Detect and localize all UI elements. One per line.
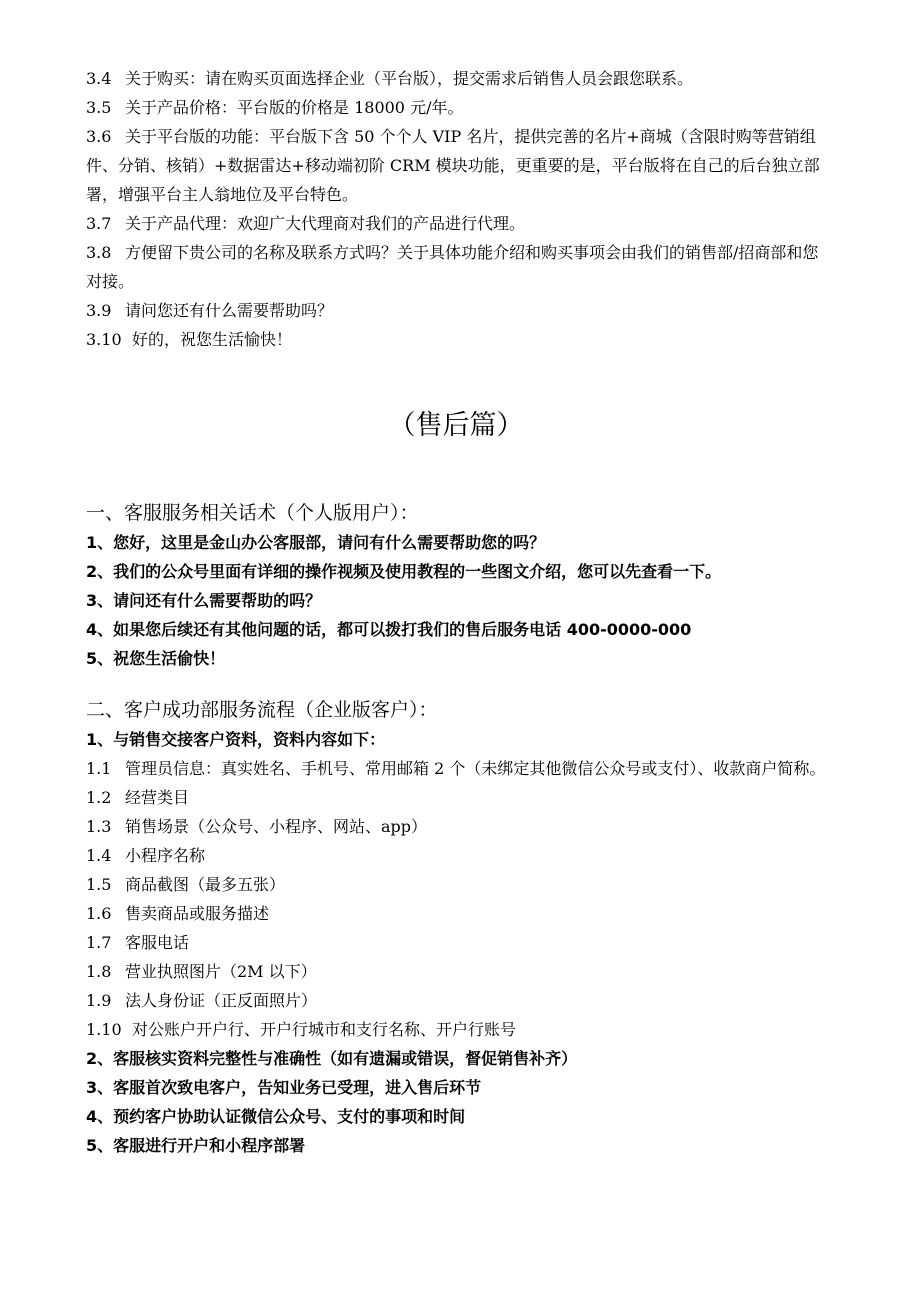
presales-item-3-8: 3.8 方便留下贵公司的名称及联系方式吗？关于具体功能介绍和购买事项会由我们的销售部/招商部和您对接。	[86, 243, 819, 291]
part2-sub-item-1-9: 1.9 法人身份证（正反面照片）	[86, 991, 318, 1010]
part1-heading: 一、客服服务相关话术（个人版用户）：	[86, 502, 419, 524]
part1-item-5: 5、祝您生活偷快！	[86, 649, 226, 668]
part2-step-5: 5、客服进行开户和小程序部署	[86, 1136, 306, 1155]
part2-sub-item-1-2: 1.2 经营类目	[86, 788, 190, 807]
part2-step-3: 3、客服首次致电客户，告知业务已受理，进入售后环节	[86, 1078, 482, 1097]
part1-item-1: 1、您好，这里是金山办公客服部，请问有什么需要帮助您的吗？	[86, 533, 546, 552]
section-title: （售后篇）	[388, 410, 524, 441]
presales-item-3-5: 3.5 关于产品价格：平台版的价格是 18000 元/年。	[86, 98, 464, 117]
part1-item-2: 2、我们的公众号里面有详细的操作视频及使用教程的一些图文介绍，您可以先查看一下。	[86, 562, 722, 581]
presales-item-3-9: 3.9 请问您还有什么需要帮助吗？	[86, 301, 334, 320]
presales-list	[86, 64, 826, 354]
presales-item-3-4: 3.4 关于购买：请在购买页面选择企业（平台版），提交需求后销售人员会跟您联系。	[86, 69, 694, 88]
part2-heading: 二、客户成功部服务流程（企业版客户）：	[86, 699, 438, 721]
part2-step-1: 1、与销售交接客户资料，资料内容如下：	[86, 730, 386, 749]
part2-sub-item-1-10: 1.10 对公账户开户行、开户行城市和支行名称、开户行账号	[86, 1020, 517, 1039]
part2-sub-item-1-6: 1.6 售卖商品或服务描述	[86, 904, 270, 923]
part2-section	[86, 695, 826, 1160]
part2-sub-item-1-5: 1.5 商品截图（最多五张）	[86, 875, 286, 894]
part2-sub-item-1-3: 1.3 销售场景（公众号、小程序、网站、app）	[86, 817, 428, 836]
part1-item-4: 4、如果您后续还有其他问题的话，都可以拨打我们的售后服务电话 400-0000-000	[86, 620, 692, 639]
presales-item-3-7: 3.7 关于产品代理：欢迎广大代理商对我们的产品进行代理。	[86, 214, 526, 233]
part1-section	[86, 498, 826, 673]
part2-sub-item-1-1: 1.1 管理员信息：真实姓名、手机号、常用邮箱 2 个（未绑定其他微信公众号或支付）、收款商户简称。	[86, 759, 826, 778]
part1-item-3: 3、请问还有什么需要帮助的吗？	[86, 591, 322, 610]
document-page	[86, 64, 826, 1160]
presales-item-3-10: 3.10 好的，祝您生活愉快！	[86, 330, 293, 349]
section-gap	[86, 673, 826, 695]
part2-sub-item-1-4: 1.4 小程序名称	[86, 846, 206, 865]
presales-item-3-6: 3.6 关于平台版的功能：平台版下含 50 个个人 VIP 名片，提供完善的名片+商城（含限时购等营销组件、分销、核销）+数据雷达+移动端初阶 CRM 模块功能，更重要的是，平台版将在自己的后台独立部署，增强平台主人翁地位及平台特色。	[86, 127, 820, 204]
part2-step-4: 4、预约客户协助认证微信公众号、支付的事项和时间	[86, 1107, 466, 1126]
part2-step-2: 2、客服核实资料完整性与准确性（如有遗漏或错误，督促销售补齐）	[86, 1049, 578, 1068]
part2-sub-item-1-8: 1.8 营业执照图片（2M 以下）	[86, 962, 317, 981]
part2-sub-item-1-7: 1.7 客服电话	[86, 933, 190, 952]
